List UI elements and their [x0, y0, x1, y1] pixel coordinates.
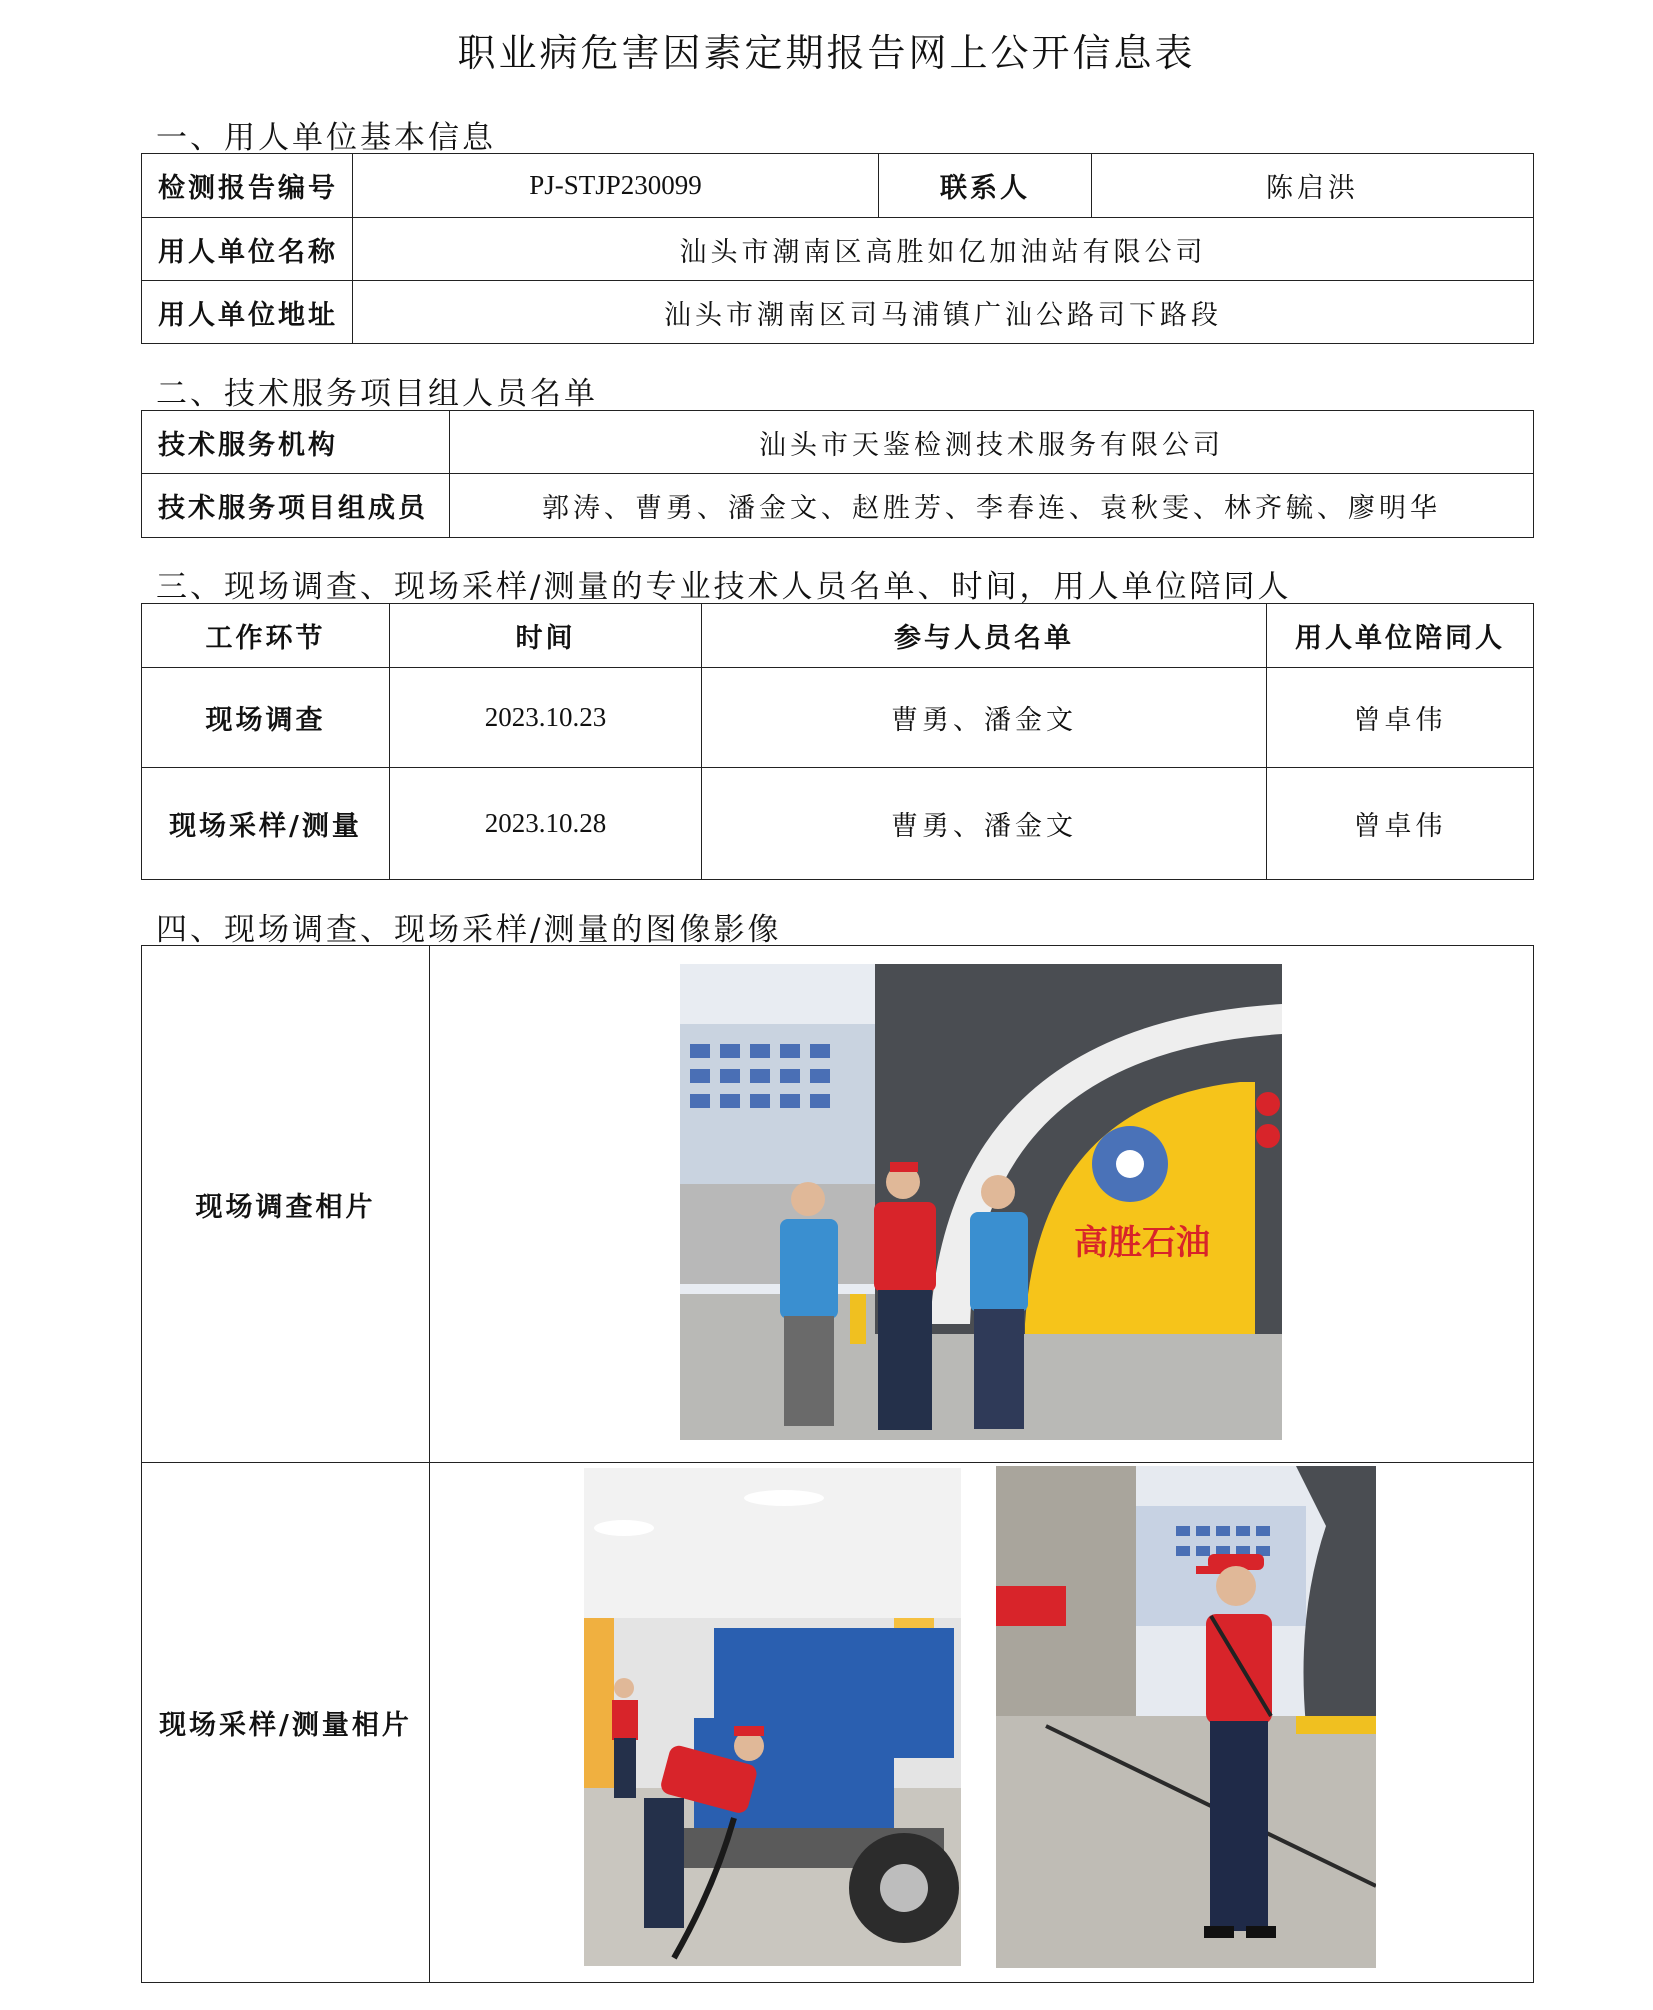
service-org-value: 汕头市天鉴检测技术服务有限公司 — [450, 411, 1534, 474]
escort-cell: 曾卓伟 — [1267, 768, 1534, 880]
station-sign-text: 高胜石油 — [1074, 1223, 1210, 1263]
employer-info-table — [141, 153, 1534, 344]
onsite-staff-table — [141, 603, 1534, 880]
table-row — [142, 668, 1534, 768]
date-cell: 2023.10.23 — [390, 668, 702, 768]
column-header: 时间 — [390, 604, 702, 668]
employer-address-value: 汕头市潮南区司马浦镇广汕公路司下路段 — [353, 281, 1534, 344]
section2-heading: 二、技术服务项目组人员名单 — [156, 376, 598, 412]
employer-name-label: 用人单位名称 — [142, 218, 353, 281]
employer-name-value: 汕头市潮南区高胜如亿加油站有限公司 — [353, 218, 1534, 281]
employer-address-label: 用人单位地址 — [142, 281, 353, 344]
section4-heading: 四、现场调查、现场采样/测量的图像影像 — [156, 912, 782, 948]
document-title: 职业病危害因素定期报告网上公开信息表 — [457, 31, 1196, 75]
staff-cell: 曹勇、潘金文 — [702, 668, 1267, 768]
contact-value: 陈启洪 — [1092, 154, 1534, 218]
date-cell: 2023.10.28 — [390, 768, 702, 880]
team-members-value: 郭涛、曹勇、潘金文、赵胜芳、李春连、袁秋雯、林齐毓、廖明华 — [450, 474, 1534, 538]
stage-cell: 现场调查 — [142, 668, 390, 768]
staff-cell: 曹勇、潘金文 — [702, 768, 1267, 880]
column-header: 工作环节 — [142, 604, 390, 668]
table-row — [142, 768, 1534, 880]
sampling-photo-worker — [996, 1466, 1376, 1968]
team-members-label: 技术服务项目组成员 — [142, 474, 450, 538]
service-team-table — [141, 410, 1534, 538]
column-header: 参与人员名单 — [702, 604, 1267, 668]
report-no-label: 检测报告编号 — [142, 154, 353, 218]
report-no-value: PJ-STJP230099 — [353, 154, 879, 218]
sampling-photo-label: 现场采样/测量相片 — [142, 1463, 430, 1983]
escort-cell: 曾卓伟 — [1267, 668, 1534, 768]
sampling-photo-truck — [584, 1468, 961, 1966]
contact-label: 联系人 — [879, 154, 1092, 218]
column-header: 用人单位陪同人 — [1267, 604, 1534, 668]
section3-heading: 三、现场调查、现场采样/测量的专业技术人员名单、时间，用人单位陪同人 — [156, 569, 1292, 605]
section1-heading: 一、用人单位基本信息 — [156, 120, 496, 156]
stage-cell: 现场采样/测量 — [142, 768, 390, 880]
survey-photo — [680, 964, 1282, 1440]
survey-photo-label: 现场调查相片 — [142, 946, 430, 1463]
service-org-label: 技术服务机构 — [142, 411, 450, 474]
